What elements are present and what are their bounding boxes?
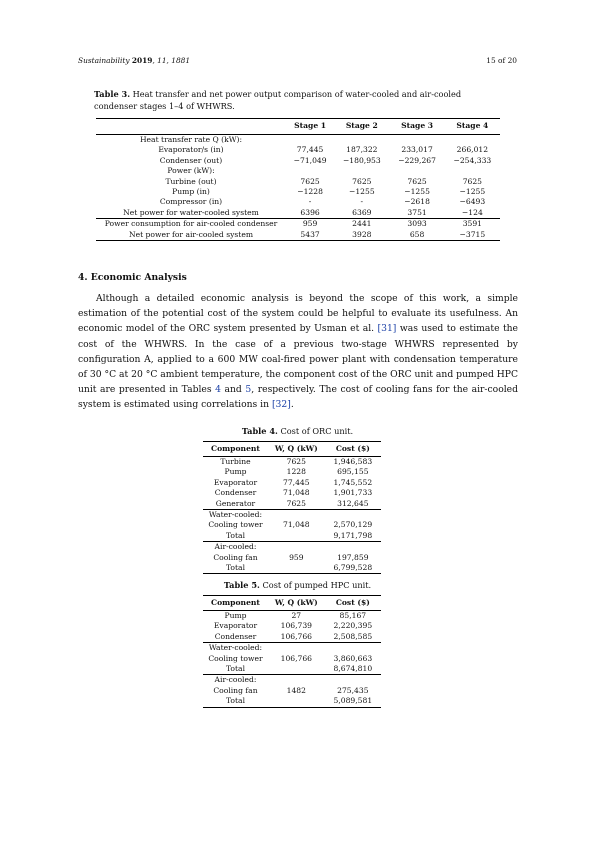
table3-body	[96, 135, 500, 241]
table5-cell: 27	[291, 611, 302, 620]
citation-link[interactable]: [31]	[377, 323, 397, 335]
table4-row	[203, 520, 381, 530]
table4-cell: 9,171,798	[333, 530, 373, 540]
table3-cell: −1255	[348, 187, 375, 197]
table4-cell: 7625	[286, 498, 306, 508]
table3-cell: 77,445	[296, 145, 324, 155]
table5-cell: Cooling tower	[208, 653, 263, 663]
table4-cell	[268, 531, 325, 542]
table3-cell: 7625	[352, 176, 372, 186]
table4-col-header: Component	[211, 443, 260, 453]
table3-row-label: Power (kW):	[167, 166, 215, 176]
table4-cell: 71,048	[283, 488, 310, 498]
table4-cell: 7625	[286, 457, 306, 466]
running-header-journal: Sustainability 2019, 11, 1881	[78, 56, 191, 65]
table5-cell	[325, 643, 381, 654]
table3-row	[96, 230, 500, 241]
table4-cell: 1,901,733	[333, 488, 373, 498]
table3-cell	[334, 166, 389, 176]
table3-row-label: Compressor (in)	[159, 197, 223, 207]
table-ref-link[interactable]: 5	[245, 384, 252, 396]
table3-cell	[286, 135, 334, 146]
table4	[203, 441, 381, 574]
table4-cell: 2,570,129	[333, 520, 373, 530]
table3-row	[96, 177, 500, 187]
table4-cell: Cooling fan	[213, 552, 258, 562]
table3-col-header: Stage 4	[456, 121, 489, 131]
table3-row-label: Condenser (out)	[159, 155, 223, 165]
table5-cell: Pump	[224, 611, 247, 620]
table3-cell: 959	[302, 219, 318, 229]
table3-cell: −229,267	[398, 155, 436, 165]
table3-cell	[389, 166, 444, 176]
table4-cell: 959	[289, 552, 304, 562]
table4-col-header: W, Q (kW)	[274, 443, 318, 453]
table3-cell: −1255	[404, 187, 430, 197]
table5-row	[203, 632, 381, 643]
table5-row	[203, 621, 381, 631]
table4-cell: 312,645	[337, 498, 369, 508]
table3-cell	[334, 135, 389, 146]
table3-row-label: Net power for air-cooled system	[128, 229, 254, 239]
table3-cell: -	[360, 197, 364, 207]
table5-cell: Condenser	[214, 631, 257, 641]
table5-cell: 2,508,585	[333, 631, 373, 641]
table5-cell: Water-cooled:	[208, 643, 263, 653]
table4-cell	[325, 510, 381, 521]
table3-cell: −180,953	[342, 155, 381, 165]
table3-cell: 6396	[300, 207, 320, 217]
table3-cell: -	[308, 197, 312, 207]
table5-col-header: Component	[211, 597, 260, 607]
table4-cell: 197,859	[337, 552, 369, 562]
table3-row-label: Heat transfer rate Q (kW):	[139, 135, 243, 144]
table4-cell	[268, 563, 325, 574]
table5-cell	[325, 675, 381, 686]
table3-row	[96, 135, 500, 146]
table3-row	[96, 219, 500, 230]
table3-cell: −1228	[297, 187, 323, 197]
table4-cell: 695,155	[337, 467, 369, 477]
table5	[203, 595, 381, 708]
table5-col-header: Cost ($)	[335, 597, 370, 607]
table3-cell: −254,333	[453, 155, 492, 165]
table4-row	[203, 457, 381, 468]
table4-header-row	[203, 442, 381, 457]
table3-cell: −124	[461, 207, 483, 217]
table4-cell	[325, 542, 381, 553]
table4-cell: Generator	[215, 498, 256, 508]
table4-cell: 77,445	[283, 477, 310, 487]
table5-row	[203, 696, 381, 707]
table5-cell: 106,739	[280, 621, 313, 631]
table3-cell	[286, 166, 334, 176]
table3-caption: Table 3. Heat transfer and net power output comparison of water-cooled and air-cooled condenser stages 1–4 of WHWRS.	[94, 89, 462, 111]
table3-cell: −3715	[459, 229, 486, 239]
table3-row-label: Turbine (out)	[165, 176, 217, 186]
table4-cell: Turbine	[220, 457, 251, 466]
table4-cell: Total	[225, 563, 246, 573]
table-ref-link[interactable]: 4	[215, 384, 221, 396]
table5-cell: Cooling fan	[213, 685, 258, 695]
table5-cell: 2,220,395	[333, 621, 373, 631]
table3-row	[96, 166, 500, 176]
table4-cell: 1,946,583	[333, 457, 373, 466]
table3-cell: 6369	[352, 207, 372, 217]
table3-cell: −1255	[459, 187, 486, 197]
table4-cell: Water-cooled:	[208, 510, 263, 520]
table4-caption: Table 4. Cost of ORC unit.	[241, 426, 354, 436]
table3-row	[96, 187, 500, 197]
table4-cell: 71,048	[283, 520, 310, 530]
table5-cell: 8,674,810	[333, 664, 373, 674]
table5-row	[203, 686, 381, 696]
table3-cell: −71,049	[293, 155, 327, 165]
table5-cell: Total	[225, 696, 246, 706]
table4-cell: 6,799,528	[333, 563, 373, 573]
table4-row	[203, 488, 381, 498]
table4-cell: 1228	[286, 467, 306, 477]
table5-caption: Table 5. Cost of pumped HPC unit.	[223, 580, 372, 590]
table3-cell	[389, 135, 444, 146]
table4-cell: Total	[225, 530, 246, 540]
table3-row	[96, 208, 500, 219]
table4-cell	[268, 542, 325, 553]
body-paragraph: Although a detailed economic analysis is beyond the scope of this work, a simple estimation of the potential cost of the system could be helpful to evaluate its usefulness. An economic model of the ORC system presented by Usman et al. [31] was used to estimate the cost of the WHWRS. In the case of a previous two-stage WHWRS represented by configuration A, applied to a 600 MW coal-fired power plant with condensation temperature of 30 °C at 20 °C ambient temperature, the component cost of the ORC unit and pumped HPC unit are presented in Tables 4 and 5, respectively. The cost of cooling fans for the air-cooled system is estimated using correlations in [32].	[78, 293, 518, 411]
table3-row-label: Pump (in)	[172, 187, 210, 197]
table5-cell: 1482	[286, 685, 306, 695]
table5-col-header: W, Q (kW)	[274, 597, 318, 607]
table4-row	[203, 499, 381, 510]
table4-row	[203, 467, 381, 477]
table3-col-header: Stage 3	[401, 121, 434, 131]
table3-row	[96, 197, 500, 207]
table4-cell: 1,745,552	[333, 477, 373, 487]
table3-row-label: Power consumption for air-cooled condenser	[104, 219, 278, 229]
table4-row	[203, 553, 381, 563]
section-title: 4. Economic Analysis	[78, 272, 187, 283]
table5-cell: 85,167	[339, 611, 367, 620]
table3-cell	[445, 166, 500, 176]
table3-row	[96, 145, 500, 155]
table5-cell	[268, 675, 325, 686]
table4-cell: Pump	[224, 467, 247, 477]
table5-cell: 275,435	[337, 685, 369, 695]
table5-cell: Evaporator	[213, 621, 258, 631]
table5-cell: 106,766	[280, 631, 313, 641]
table5-header-row	[203, 596, 381, 611]
table3	[96, 118, 500, 241]
table5-row	[203, 675, 381, 686]
table3-cell: 2441	[352, 219, 372, 229]
table5-cell: Air-cooled:	[214, 675, 257, 685]
table5-cell	[268, 664, 325, 675]
table5-row	[203, 664, 381, 675]
table3-row-label: Evaporator/s (in)	[158, 145, 224, 155]
table3-cell: 5437	[300, 229, 320, 239]
table3-cell: 3093	[407, 219, 427, 229]
table5-row	[203, 643, 381, 654]
table3-row	[96, 156, 500, 166]
table3-cell: −6493	[459, 197, 486, 207]
table4-cell: Cooling tower	[208, 520, 263, 530]
table5-cell	[268, 643, 325, 654]
table5-cell: 3,860,663	[333, 653, 373, 663]
table3-cell: −2618	[404, 197, 430, 207]
table3-cell: 658	[409, 229, 425, 239]
table5-cell: Total	[225, 664, 246, 674]
table3-cell: 7625	[407, 176, 427, 186]
page-number: 15 of 20	[486, 56, 517, 65]
table4-cell	[268, 510, 325, 521]
table4-cell: Evaporator	[213, 477, 258, 487]
table3-cell: 187,322	[346, 145, 378, 155]
table3-cell: 233,017	[401, 145, 433, 155]
table5-row	[203, 654, 381, 664]
table4-row	[203, 563, 381, 574]
table4-row	[203, 510, 381, 521]
table3-row-label: Net power for water-cooled system	[123, 207, 259, 217]
table3-col-header: Stage 1	[294, 121, 327, 131]
table3-header-row	[96, 119, 500, 135]
table3-cell: 266,012	[456, 145, 489, 155]
table3-cell: 3928	[352, 229, 372, 239]
table3-cell: 7625	[300, 176, 320, 186]
table5-cell: 106,766	[280, 653, 313, 663]
table4-row	[203, 542, 381, 553]
table3-cell: 3751	[407, 207, 427, 217]
table4-col-header: Cost ($)	[335, 443, 370, 453]
table3-cell: 3591	[462, 219, 483, 229]
table5-cell: 5,089,581	[333, 696, 373, 706]
table3-col-header: Stage 2	[345, 121, 378, 131]
citation-link[interactable]: [32]	[271, 399, 291, 411]
table4-cell: Condenser	[214, 488, 257, 498]
table4-row	[203, 531, 381, 542]
table4-cell: Air-cooled:	[214, 542, 257, 552]
table5-cell	[268, 696, 325, 707]
table3-cell: 7625	[462, 176, 483, 186]
table3-cell	[445, 135, 500, 146]
table4-row	[203, 478, 381, 488]
table5-row	[203, 611, 381, 622]
